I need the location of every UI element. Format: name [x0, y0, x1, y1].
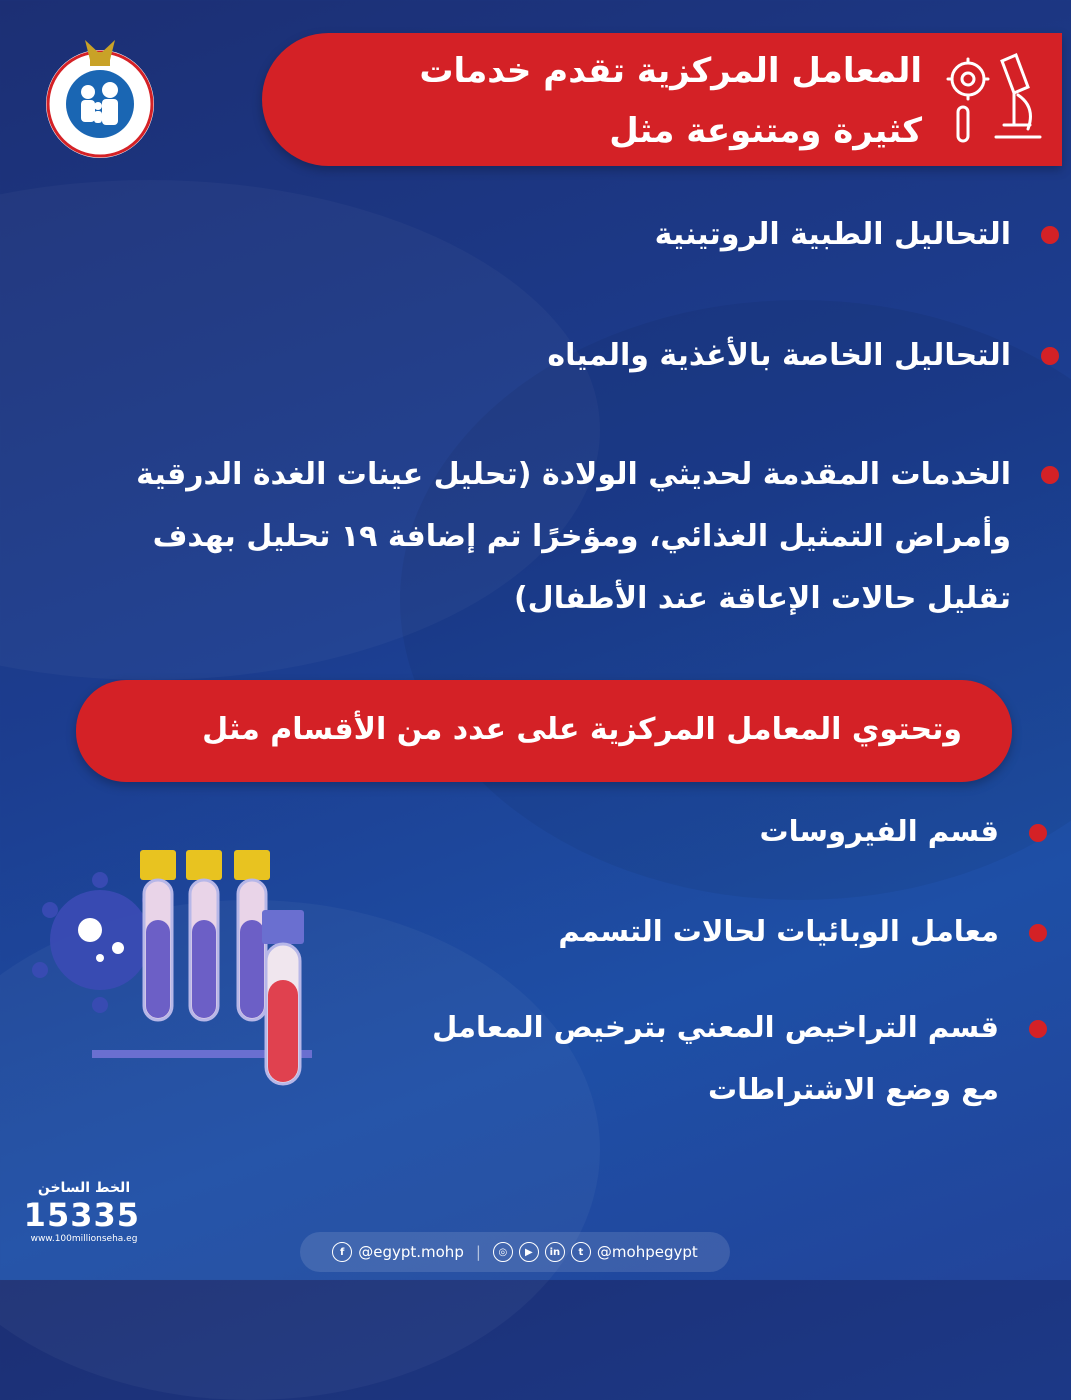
- bullet-icon: [1029, 824, 1047, 842]
- bullet-icon: [1041, 226, 1059, 244]
- bullet-icon: [1041, 466, 1059, 484]
- twitter-icon[interactable]: t: [571, 1242, 591, 1262]
- hotline-block: [23, 1180, 140, 1244]
- social-bar: f @egypt.mohp | ◎ ▶ in t @mohpegypt: [300, 1232, 730, 1272]
- bullet-icon: [1029, 1020, 1047, 1038]
- test-tubes-illustration: [20, 840, 320, 1100]
- hotline-label: الخط الساخن: [37, 1180, 131, 1196]
- sections-banner: [76, 680, 1012, 782]
- social-handle[interactable]: @mohpegypt: [596, 1243, 698, 1261]
- instagram-icon[interactable]: ◎: [493, 1242, 513, 1262]
- hotline-number: 15335: [23, 1196, 140, 1234]
- bullet-icon: [1029, 924, 1047, 942]
- list-item-section: قسم التراخيص المعني بترخيص المعامل مع وضع الاشتراطات: [432, 996, 999, 1120]
- list-item-service: الخدمات المقدمة لحديثي الولادة (تحليل عينات الغدة الدرقية وأمراض التمثيل الغذائي، ومؤخرًا تم إضافة ١٩ تحليل بهدف تقليل حالات الإعاقة عند الأطفال): [136, 444, 1011, 630]
- list-item-service: التحاليل الطبية الروتينية: [655, 204, 1011, 266]
- list-item-service: التحاليل الخاصة بالأغذية والمياه: [547, 325, 1011, 387]
- bullet-icon: [1041, 347, 1059, 365]
- youtube-icon[interactable]: ▶: [519, 1242, 539, 1262]
- microscope-icon: [944, 47, 1044, 151]
- header-banner: [262, 33, 1062, 166]
- header-title: المعامل المركزية تقدم خدمات كثيرة ومتنوعة مثل: [419, 51, 922, 151]
- list-item-section: قسم الفيروسات: [760, 800, 1000, 862]
- linkedin-icon[interactable]: in: [545, 1242, 565, 1262]
- ministry-logo: [40, 30, 160, 160]
- hotline-url: www.100millionseha.eg: [30, 1234, 138, 1244]
- list-item-section: معامل الوبائيات لحالات التسمم: [558, 900, 999, 962]
- facebook-icon[interactable]: f: [332, 1242, 352, 1262]
- facebook-handle[interactable]: @egypt.mohp: [358, 1243, 464, 1261]
- sections-title: وتحتوي المعامل المركزية على عدد من الأقسام مثل: [202, 712, 962, 747]
